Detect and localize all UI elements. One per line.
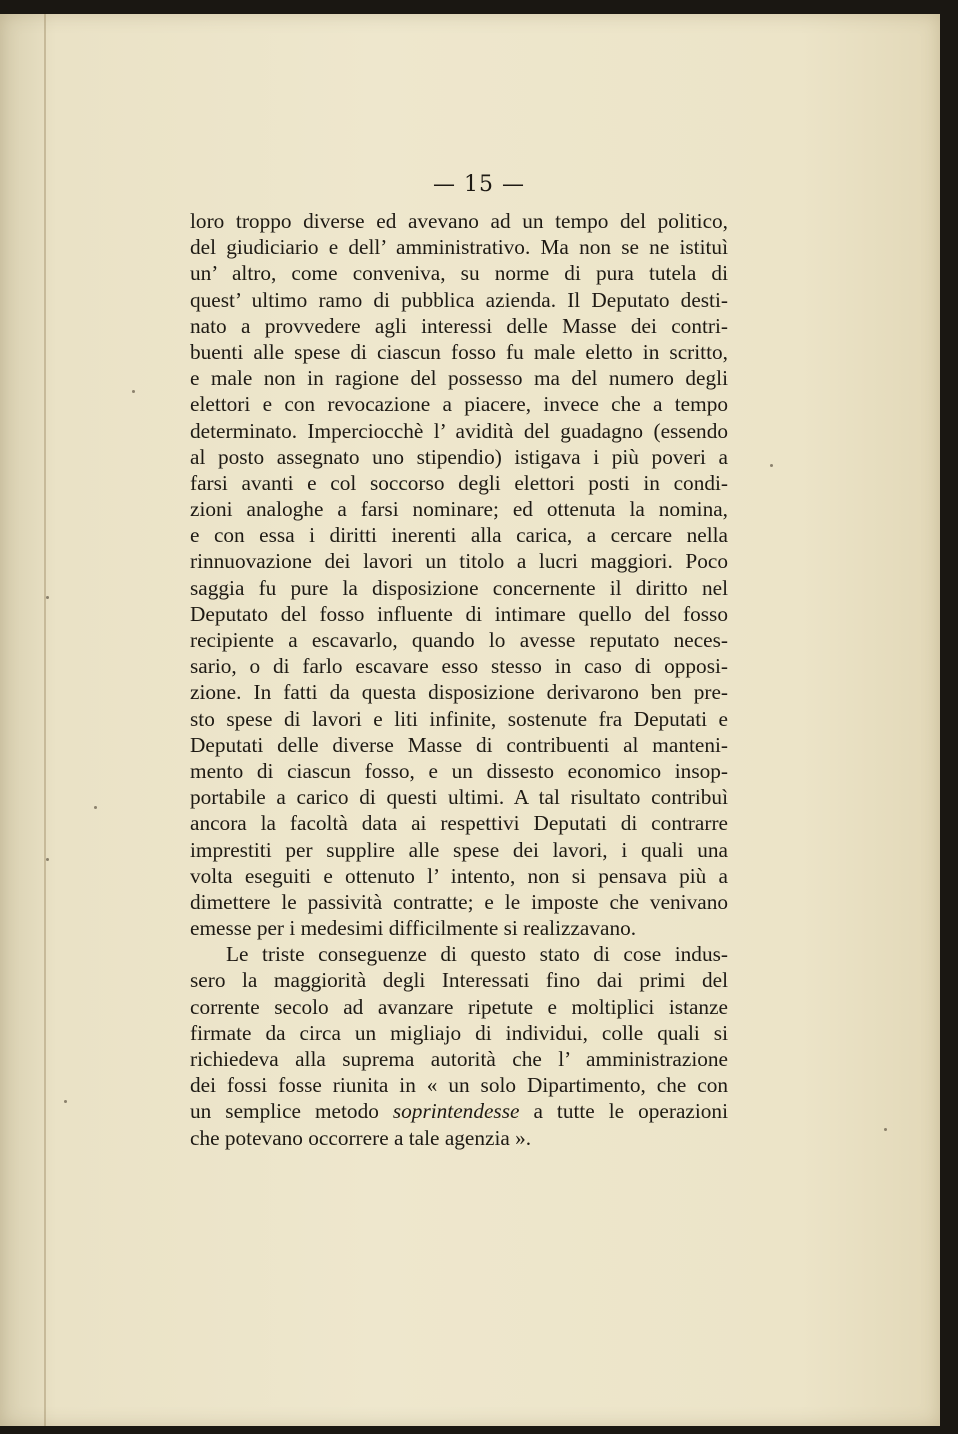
text-line: imprestiti per supplire alle spese dei lavori, i quali una: [190, 837, 728, 862]
text-line: emesse per i medesimi difficilmente si realizzavano.: [190, 916, 637, 941]
text-line: portabile a carico di questi ultimi. A tal risultato contribuì: [190, 785, 728, 810]
text-line: del giudiciario e dell’ amministrativo. Ma non se ne istituì: [190, 235, 728, 260]
text-line: determinato. Imperciocchè l’ avidità del guadagno (essendo: [190, 418, 728, 443]
text-line: firmate da circa un migliajo di individui, colle quali si: [190, 1020, 728, 1045]
text-line-italic: un semplice metodo soprintendesse a tutte le operazioni: [190, 1099, 728, 1124]
text-line: farsi avanti e col soccorso degli elettori posti in condi-: [190, 470, 728, 495]
text-line: nato a provvedere agli interessi delle Masse dei contri-: [190, 313, 728, 338]
text-line: buenti alle spese di ciascun fosso fu male eletto in scritto,: [190, 339, 728, 364]
text-line: recipiente a escavarlo, quando lo avesse reputato neces-: [190, 628, 728, 652]
text-line: loro troppo diverse ed avevano ad un tempo del politico,: [190, 209, 728, 233]
text-line: Deputato del fosso influente di intimare quello del fosso: [190, 601, 728, 626]
text-line: rinnuovazione dei lavori un titolo a lucri maggiori. Poco: [190, 549, 728, 574]
text-line: richiedeva alla suprema autorità che l’ amministrazione: [190, 1047, 728, 1071]
text-line: sero la maggiorità degli Interessati fino dai primi del: [190, 968, 728, 993]
text-line: e con essa i diritti inerenti alla carica, a cercare nella: [190, 523, 728, 548]
text-line: dei fossi fosse riunita in « un solo Dipartimento, che con: [190, 1073, 728, 1098]
gutter-edge: [44, 14, 46, 1426]
text-line: un’ altro, come conveniva, su norme di pura tutela di: [190, 261, 728, 286]
text-line: Deputati delle diverse Masse di contribuenti al manteni-: [190, 732, 728, 757]
text-line: saggia fu pure la disposizione concernente il diritto nel: [190, 575, 728, 600]
text-line: quest’ ultimo ramo di pubblica azienda. Il Deputato desti-: [190, 287, 728, 312]
text-line: elettori e con revocazione a piacere, invece che a tempo: [190, 392, 728, 417]
text-line: Le triste conseguenze di questo stato di cose indus-: [226, 942, 728, 967]
text-line: mento di ciascun fosso, e un dissesto economico insop-: [190, 758, 728, 783]
text-line: al posto assegnato uno stipendio) istigava i più poveri a: [190, 444, 728, 469]
text-line: ancora la facoltà data ai respettivi Deputati di contrarre: [190, 811, 728, 836]
text-line: sario, o di farlo escavare esso stesso in caso di opposi-: [190, 654, 728, 679]
page-number: — 15 —: [433, 172, 525, 197]
paragraph-2: [190, 941, 728, 1151]
body-text: [190, 208, 728, 1151]
text-line: sto spese di lavori e liti infinite, sostenute fra Deputati e: [190, 706, 728, 731]
text-line: zioni analoghe a farsi nominare; ed ottenuta la nomina,: [190, 497, 728, 522]
text-line: volta eseguiti e ottenuto l’ intento, non si pensava più a: [190, 863, 728, 888]
text-line: e male non in ragione del possesso ma del numero degli: [190, 366, 728, 391]
text-line-final: che potevano occorrere a tale agenzia ».: [190, 1125, 532, 1150]
paragraph-2-lines: [190, 941, 728, 1098]
paragraph-1: [190, 208, 728, 941]
italic-word: soprintendesse: [392, 1099, 520, 1124]
text-line: dimettere le passività contratte; e le imposte che venivano: [190, 889, 728, 914]
text-line: zione. In fatti da questa disposizione derivarono ben pre-: [190, 680, 728, 705]
text-line: corrente secolo ad avanzare ripetute e moltiplici istanze: [190, 994, 728, 1019]
